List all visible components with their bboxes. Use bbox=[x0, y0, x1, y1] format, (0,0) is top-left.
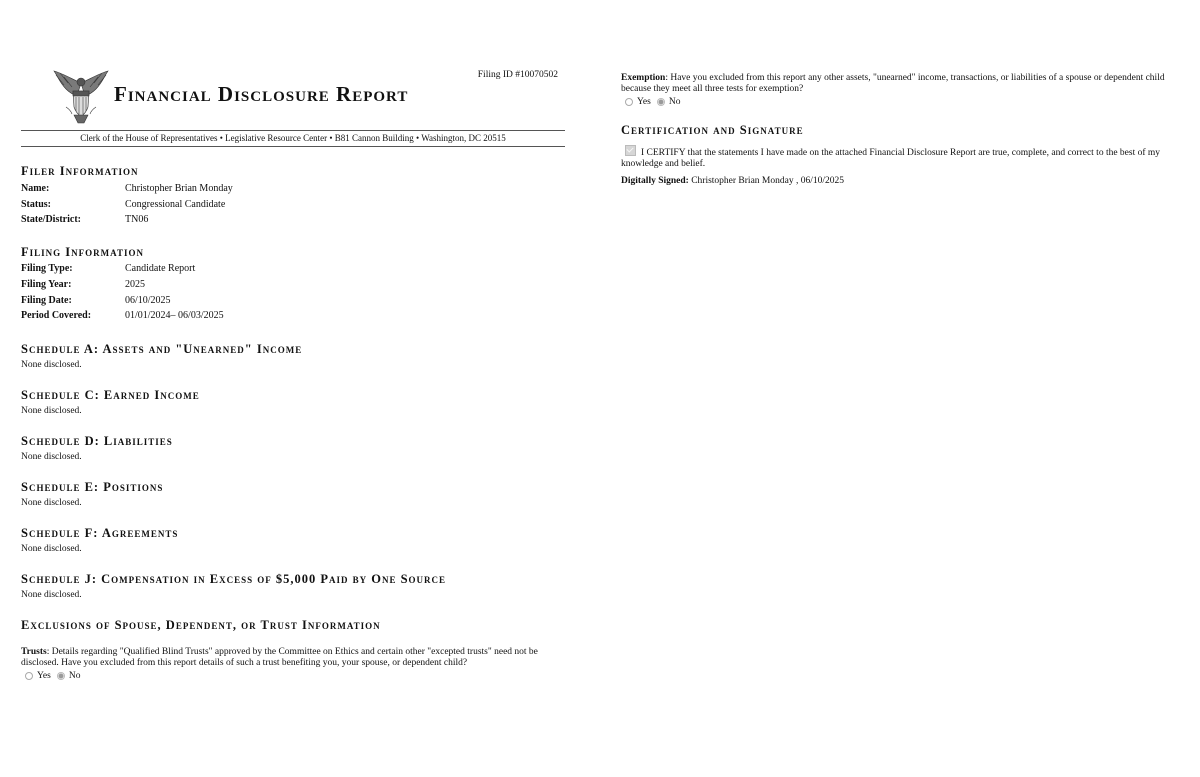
field-label: Filing Type: bbox=[21, 263, 73, 275]
radio-label: Yes bbox=[637, 97, 651, 107]
radio-label: No bbox=[668, 97, 681, 107]
report-header bbox=[21, 60, 565, 130]
filing-id: Filing ID #10070502 bbox=[477, 70, 558, 80]
exemption-label: Exemption bbox=[621, 73, 666, 83]
filing-year-row bbox=[21, 277, 565, 293]
trusts-no-radio[interactable] bbox=[57, 672, 65, 680]
signed-value: Christopher Brian Monday , 06/10/2025 bbox=[691, 176, 844, 186]
schedule-a-section bbox=[21, 342, 565, 370]
field-label: Period Covered: bbox=[21, 310, 92, 322]
exemption-radio-group bbox=[621, 97, 1169, 107]
trusts-yes-radio[interactable] bbox=[25, 672, 33, 680]
certify-statement bbox=[621, 145, 1169, 170]
section-title: Exclusions of Spouse, Dependent, or Trust Information bbox=[21, 617, 381, 632]
filer-status-row bbox=[21, 197, 565, 213]
eagle-seal-icon bbox=[52, 69, 110, 125]
section-title: Filing Information bbox=[21, 245, 144, 260]
radio-label: No bbox=[68, 670, 81, 681]
filing-type-row bbox=[21, 261, 565, 277]
section-title: Certification and Signature bbox=[621, 123, 804, 137]
exemption-section bbox=[621, 73, 1169, 107]
certify-text: I CERTIFY that the statements I have made on the attached Financial Disclosure Report are true, complete, and correct to the best of my knowledge and belief. bbox=[621, 148, 1161, 169]
field-label: Name: bbox=[21, 183, 50, 194]
schedule-f-section bbox=[21, 526, 565, 554]
field-label: Filing Date: bbox=[21, 294, 72, 306]
section-title: Filer Information bbox=[21, 164, 139, 178]
filing-information-section bbox=[21, 245, 565, 324]
schedule-j-section bbox=[21, 572, 565, 600]
schedule-e-section bbox=[21, 480, 565, 508]
field-label: Filing Year: bbox=[21, 278, 72, 290]
exemption-yes-radio[interactable] bbox=[625, 98, 633, 106]
schedule-body: None disclosed. bbox=[21, 589, 82, 600]
section-title: Schedule E: Positions bbox=[21, 479, 164, 494]
field-label: Status: bbox=[21, 198, 52, 210]
trusts-question bbox=[21, 647, 565, 669]
filer-district-row bbox=[21, 212, 565, 228]
signed-label: Digitally Signed: bbox=[621, 176, 689, 186]
exclusions-section bbox=[21, 618, 565, 681]
field-value: Congressional Candidate bbox=[125, 198, 226, 210]
section-title: Schedule C: Earned Income bbox=[21, 387, 200, 402]
certification-section bbox=[621, 123, 1169, 187]
field-value: 01/01/2024– 06/03/2025 bbox=[125, 310, 224, 322]
report-title: Financial Disclosure Report bbox=[114, 82, 409, 106]
section-title: Schedule D: Liabilities bbox=[21, 433, 173, 448]
schedule-d-section bbox=[21, 434, 565, 462]
schedule-body: None disclosed. bbox=[21, 543, 82, 554]
schedule-body: None disclosed. bbox=[21, 497, 82, 508]
schedule-c-section bbox=[21, 388, 565, 416]
certify-checkbox[interactable] bbox=[625, 145, 636, 156]
period-covered-row bbox=[21, 308, 565, 324]
field-label: State/District: bbox=[21, 214, 81, 226]
trusts-radio-group bbox=[21, 671, 565, 681]
section-title: Schedule A: Assets and "Unearned" Income bbox=[21, 341, 303, 356]
schedule-body: None disclosed. bbox=[21, 405, 82, 416]
section-title: Schedule F: Agreements bbox=[21, 525, 179, 540]
filing-date-row bbox=[21, 293, 565, 309]
digital-signature bbox=[621, 176, 1169, 187]
filer-name-row bbox=[21, 181, 565, 197]
field-value: TN06 bbox=[125, 214, 149, 226]
filer-information-section bbox=[21, 164, 565, 228]
schedule-body: None disclosed. bbox=[21, 451, 82, 462]
schedule-body: None disclosed. bbox=[21, 359, 82, 370]
radio-label: Yes bbox=[37, 670, 51, 681]
field-value: Candidate Report bbox=[125, 263, 196, 275]
exemption-no-radio[interactable] bbox=[657, 98, 665, 106]
field-value: Christopher Brian Monday bbox=[125, 183, 233, 194]
exemption-question bbox=[621, 73, 1169, 95]
clerk-address-bar: Clerk of the House of Representatives • Legislative Resource Center • B81 Cannon Building • Washington, DC 20515 bbox=[21, 130, 565, 147]
trusts-label: Trusts bbox=[21, 646, 47, 657]
report-left-column bbox=[21, 60, 565, 681]
report-right-column bbox=[621, 60, 1169, 187]
field-value: 06/10/2025 bbox=[125, 294, 171, 306]
exemption-text: : Have you excluded from this report any other assets, "unearned" income, transactions, or liabilities of a spouse or dependent child because they meet all three tests for exemption? bbox=[621, 73, 1165, 94]
field-value: 2025 bbox=[125, 278, 145, 290]
trusts-text: : Details regarding "Qualified Blind Trusts" approved by the Committee on Ethics and certain other "excepted trusts" need not be disclosed. Have you excluded from this report details of such a trust benefiting you, your spouse, or dependent child? bbox=[21, 646, 538, 668]
section-title: Schedule J: Compensation in Excess of $5,000 Paid by One Source bbox=[21, 571, 447, 586]
